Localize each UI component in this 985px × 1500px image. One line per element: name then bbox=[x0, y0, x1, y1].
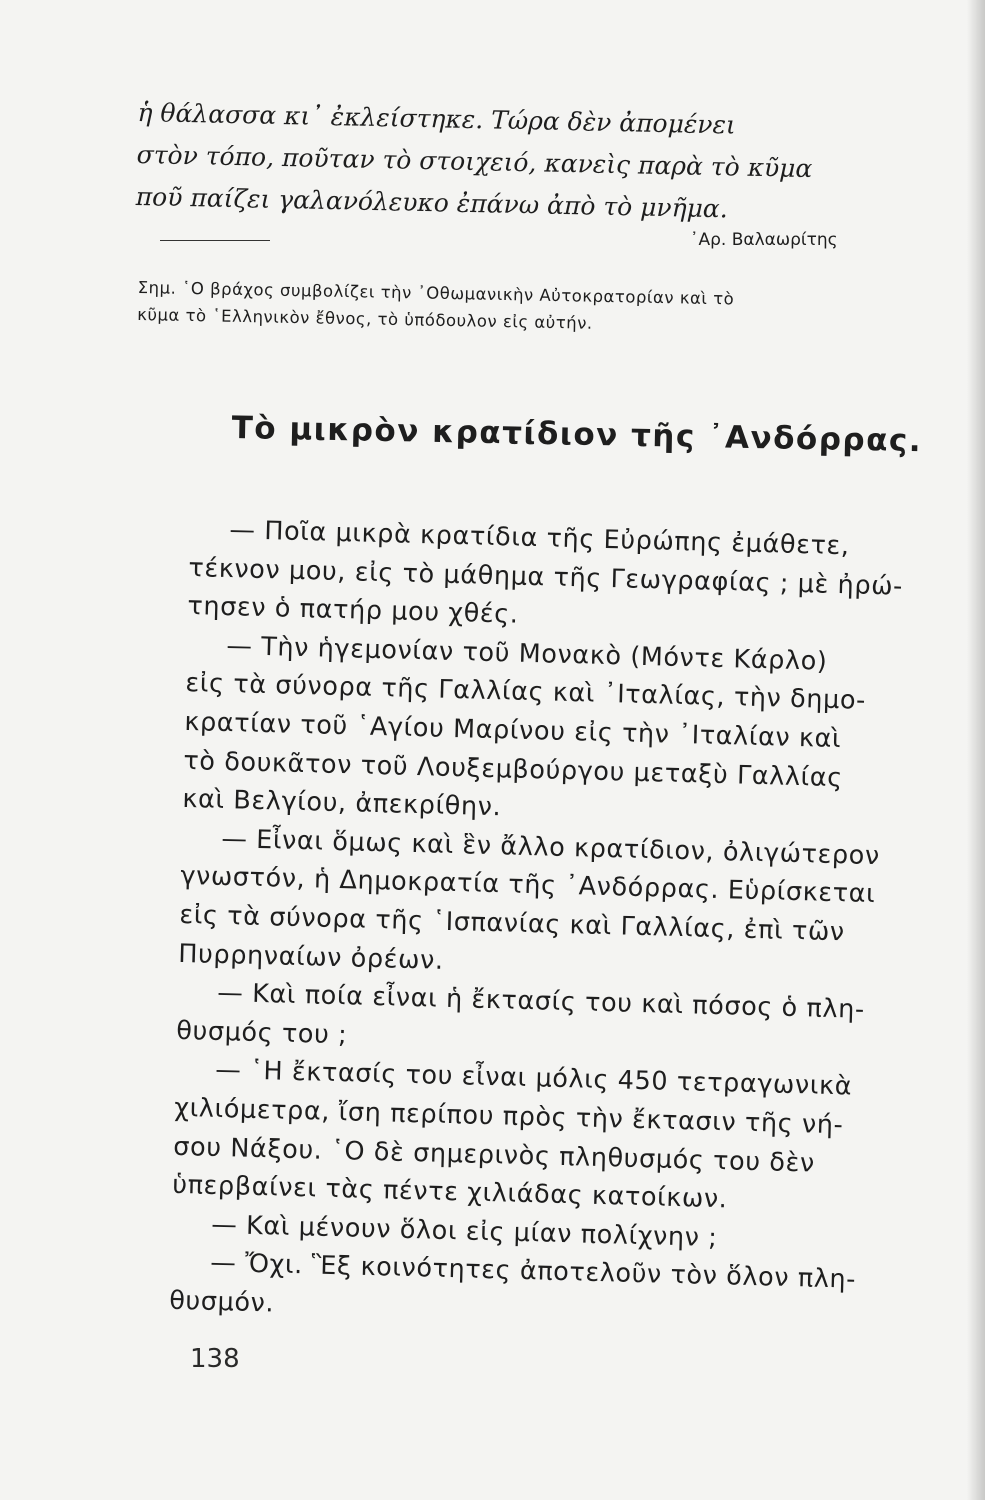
body-line: — Ὄχι. Ἓξ κοινότητες ἀποτελοῦν τὸν ὅλον πλη- bbox=[209, 1248, 857, 1295]
poem-line: στὸν τόπο, ποῦταν τὸ στοιχειό, κανεὶς παρὰ τὸ κῦμα bbox=[136, 139, 813, 184]
divider-rule bbox=[160, 240, 270, 241]
body-text bbox=[169, 510, 930, 1340]
body-line: θυσμός του ; bbox=[175, 1015, 348, 1051]
footnote-line: κῦμα τὸ ῾Ελληνικὸν ἔθνος, τὸ ὑπόδουλον εἰς αὐτήν. bbox=[137, 304, 593, 333]
body-line: — Τὴν ἡγεμονίαν τοῦ Μονακὸ (Μόντε Κάρλο) bbox=[226, 630, 828, 677]
body-line: — Ποῖα μικρὰ κρατίδια τῆς Εὐρώπης ἐμάθετε, bbox=[229, 515, 850, 562]
page-number: 138 bbox=[190, 1344, 240, 1374]
poem-line: ποῦ παίζει γαλανόλευκο ἐπάνω ἀπὸ τὸ μνῆμα. bbox=[135, 181, 729, 224]
section-title: Τὸ μικρὸν κρατίδιον τῆς ᾽Ανδόρρας. bbox=[231, 410, 923, 460]
body-line: χιλιόμετρα, ἴση περίπου πρὸς τὴν ἔκτασιν τῆς νή- bbox=[173, 1092, 844, 1141]
body-line: θυσμόν. bbox=[168, 1285, 275, 1319]
body-line: ὑπερβαίνει τὰς πέντε χιλιάδας κατοίκων. bbox=[171, 1169, 728, 1215]
body-line: γνωστόν, ἡ Δημοκρατία τῆς ᾽Ανδόρρας. Εὑρίσκεται bbox=[180, 861, 876, 910]
footnote bbox=[137, 274, 938, 343]
body-line: καὶ Βελγίου, ἀπεκρίθην. bbox=[182, 784, 502, 823]
poem-attribution: ᾽Αρ. Βαλαωρίτης bbox=[690, 230, 838, 250]
body-line: τέκνον μου, εἰς τὸ μάθημα τῆς Γεωγραφίας ; μὲ ἠρώ- bbox=[188, 552, 904, 602]
body-line: εἰς τὰ σύνορα τῆς ῾Ισπανίας καὶ Γαλλίας, ἐπὶ τῶν bbox=[179, 899, 846, 948]
body-line: τὸ δουκᾶτον τοῦ Λουξεμβούργου μεταξὺ Γαλλίας bbox=[183, 745, 844, 793]
body-line: τησεν ὁ πατήρ μου χθές. bbox=[187, 591, 519, 630]
poem-line: ἡ θάλασσα κι᾽ ἐκλείστηκε. Τώρα δὲν ἀπομένει bbox=[137, 97, 737, 140]
footnote-line: Σημ. ῾Ο βράχος συμβολίζει τὴν ᾽Οθωμανικὴν Αὐτοκρατορίαν καὶ τὸ bbox=[137, 277, 735, 309]
body-line: σου Νάξου. ῾Ο δὲ σημερινὸς πληθυσμός του δὲν bbox=[172, 1131, 816, 1179]
body-line: — Καὶ μένουν ὅλοι εἰς μίαν πολίχνην ; bbox=[210, 1209, 718, 1253]
body-line: — ῾Η ἔκτασίς του εἶναι μόλις 450 τετραγωνικὰ bbox=[214, 1055, 853, 1102]
poem-stanza bbox=[135, 92, 877, 233]
body-line: Πυρρηναίων ὀρέων. bbox=[177, 938, 445, 976]
body-line: — Καὶ ποία εἶναι ἡ ἔκτασίς του καὶ πόσος ὁ πλη- bbox=[216, 978, 866, 1025]
body-line: κρατίαν τοῦ ῾Αγίου Μαρίνου εἰς τὴν ᾽Ιταλίαν καὶ bbox=[184, 706, 842, 755]
body-line: εἰς τὰ σύνορα τῆς Γαλλίας καὶ ᾽Ιταλίας, τὴν δημο- bbox=[185, 668, 867, 717]
page-edge-shadow bbox=[967, 0, 985, 1500]
body-line: — Εἶναι ὅμως καὶ ἓν ἄλλο κρατίδιον, ὀλιγώτερον bbox=[221, 823, 881, 871]
